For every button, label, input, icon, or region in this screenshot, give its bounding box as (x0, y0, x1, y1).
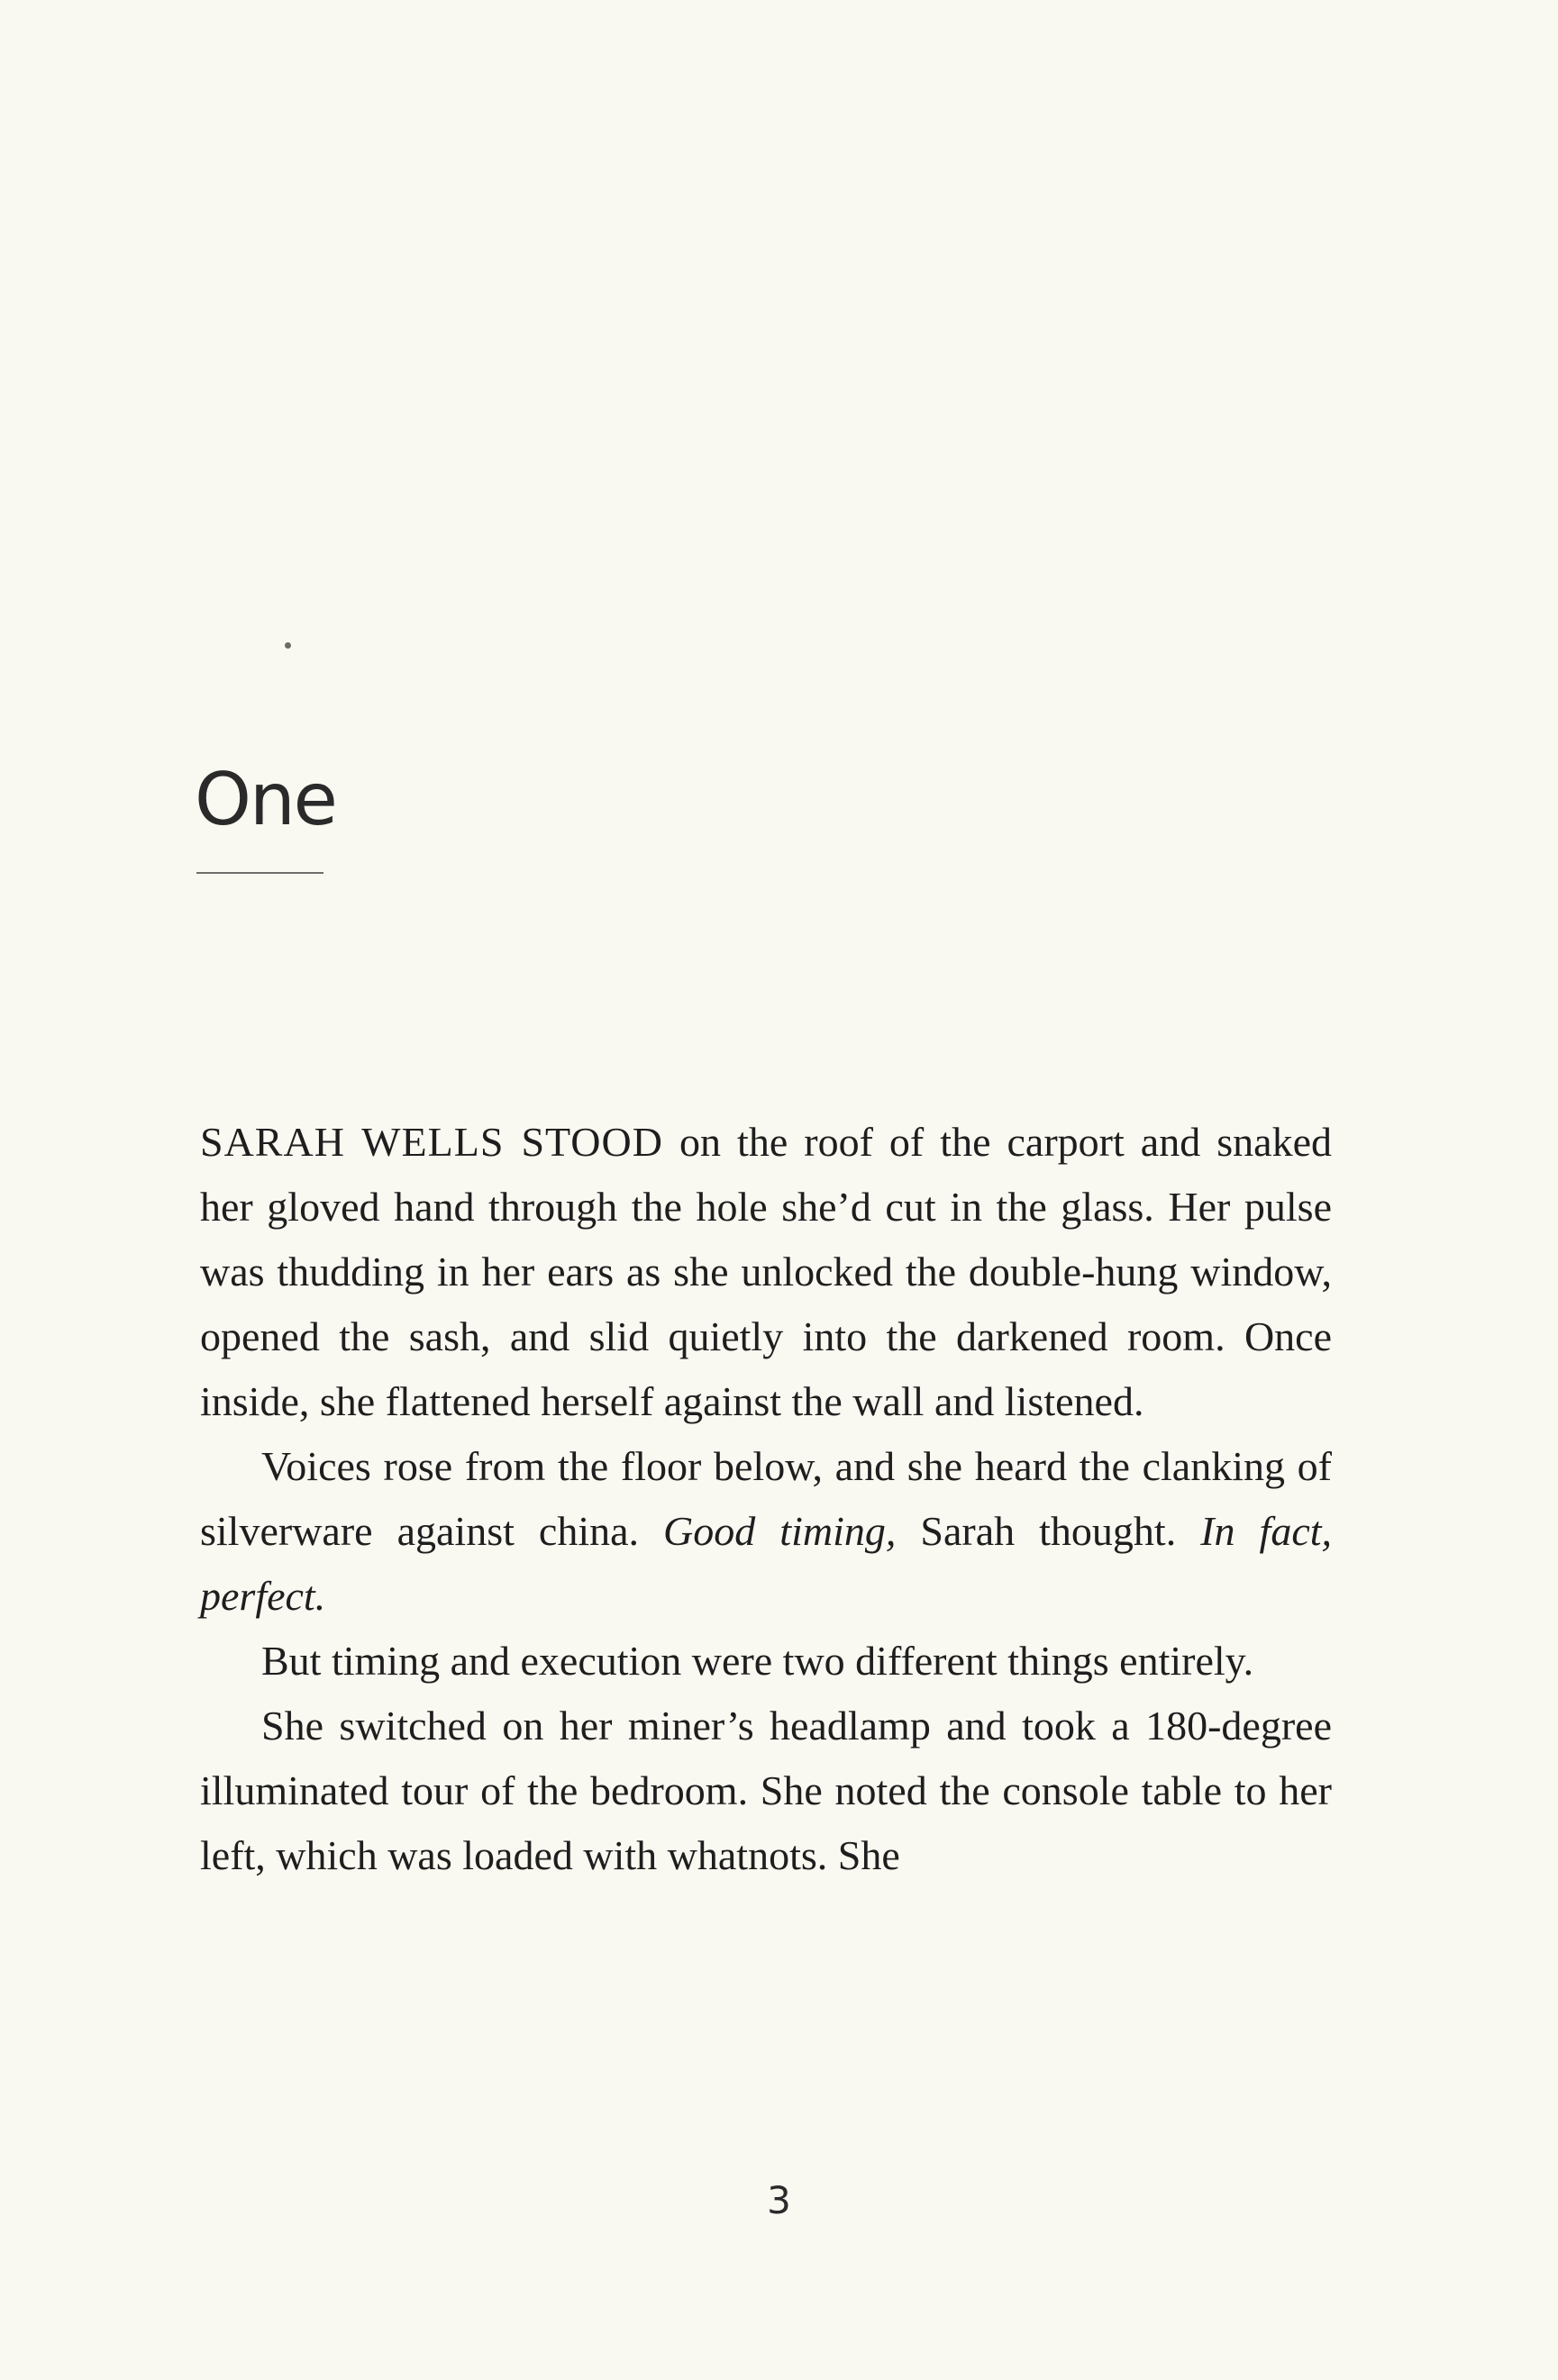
chapter-title: One (195, 758, 336, 841)
paragraph-1 (200, 1110, 1332, 1434)
paragraph-2-italic-1: Good timing, (663, 1508, 897, 1554)
chapter-title-underline (196, 872, 323, 874)
ink-speck (285, 642, 291, 649)
opening-words: SARAH WELLS STOOD (200, 1119, 663, 1165)
chapter-body (200, 1110, 1332, 1888)
paragraph-2-text-middle: Sarah thought. (896, 1508, 1201, 1554)
paragraph-1-text: on the roof of the carport and snaked her gloved hand through the hole she’d cut in the glass. Her pulse was thudding in her ears as she unlocked the double-hung window, opened the sash, and slid quietly into the darkened room. Once inside, she flattened herself against the wall and listened. (200, 1119, 1332, 1424)
paragraph-2-italic-2: In fact, perfect. (200, 1508, 1333, 1619)
paragraph-2 (200, 1434, 1332, 1629)
paragraph-4: She switched on her miner’s headlamp and took a 180-degree illuminated tour of the bedroom. She noted the console table to her left, which was loaded with whatnots. She (200, 1703, 1332, 1878)
paragraph-2-text-before: Voices rose from the floor below, and she heard the clanking of silverware against china. (200, 1443, 1332, 1554)
page-number: 3 (767, 2178, 791, 2222)
paragraph-3: But timing and execution were two different things entirely. (261, 1638, 1254, 1684)
